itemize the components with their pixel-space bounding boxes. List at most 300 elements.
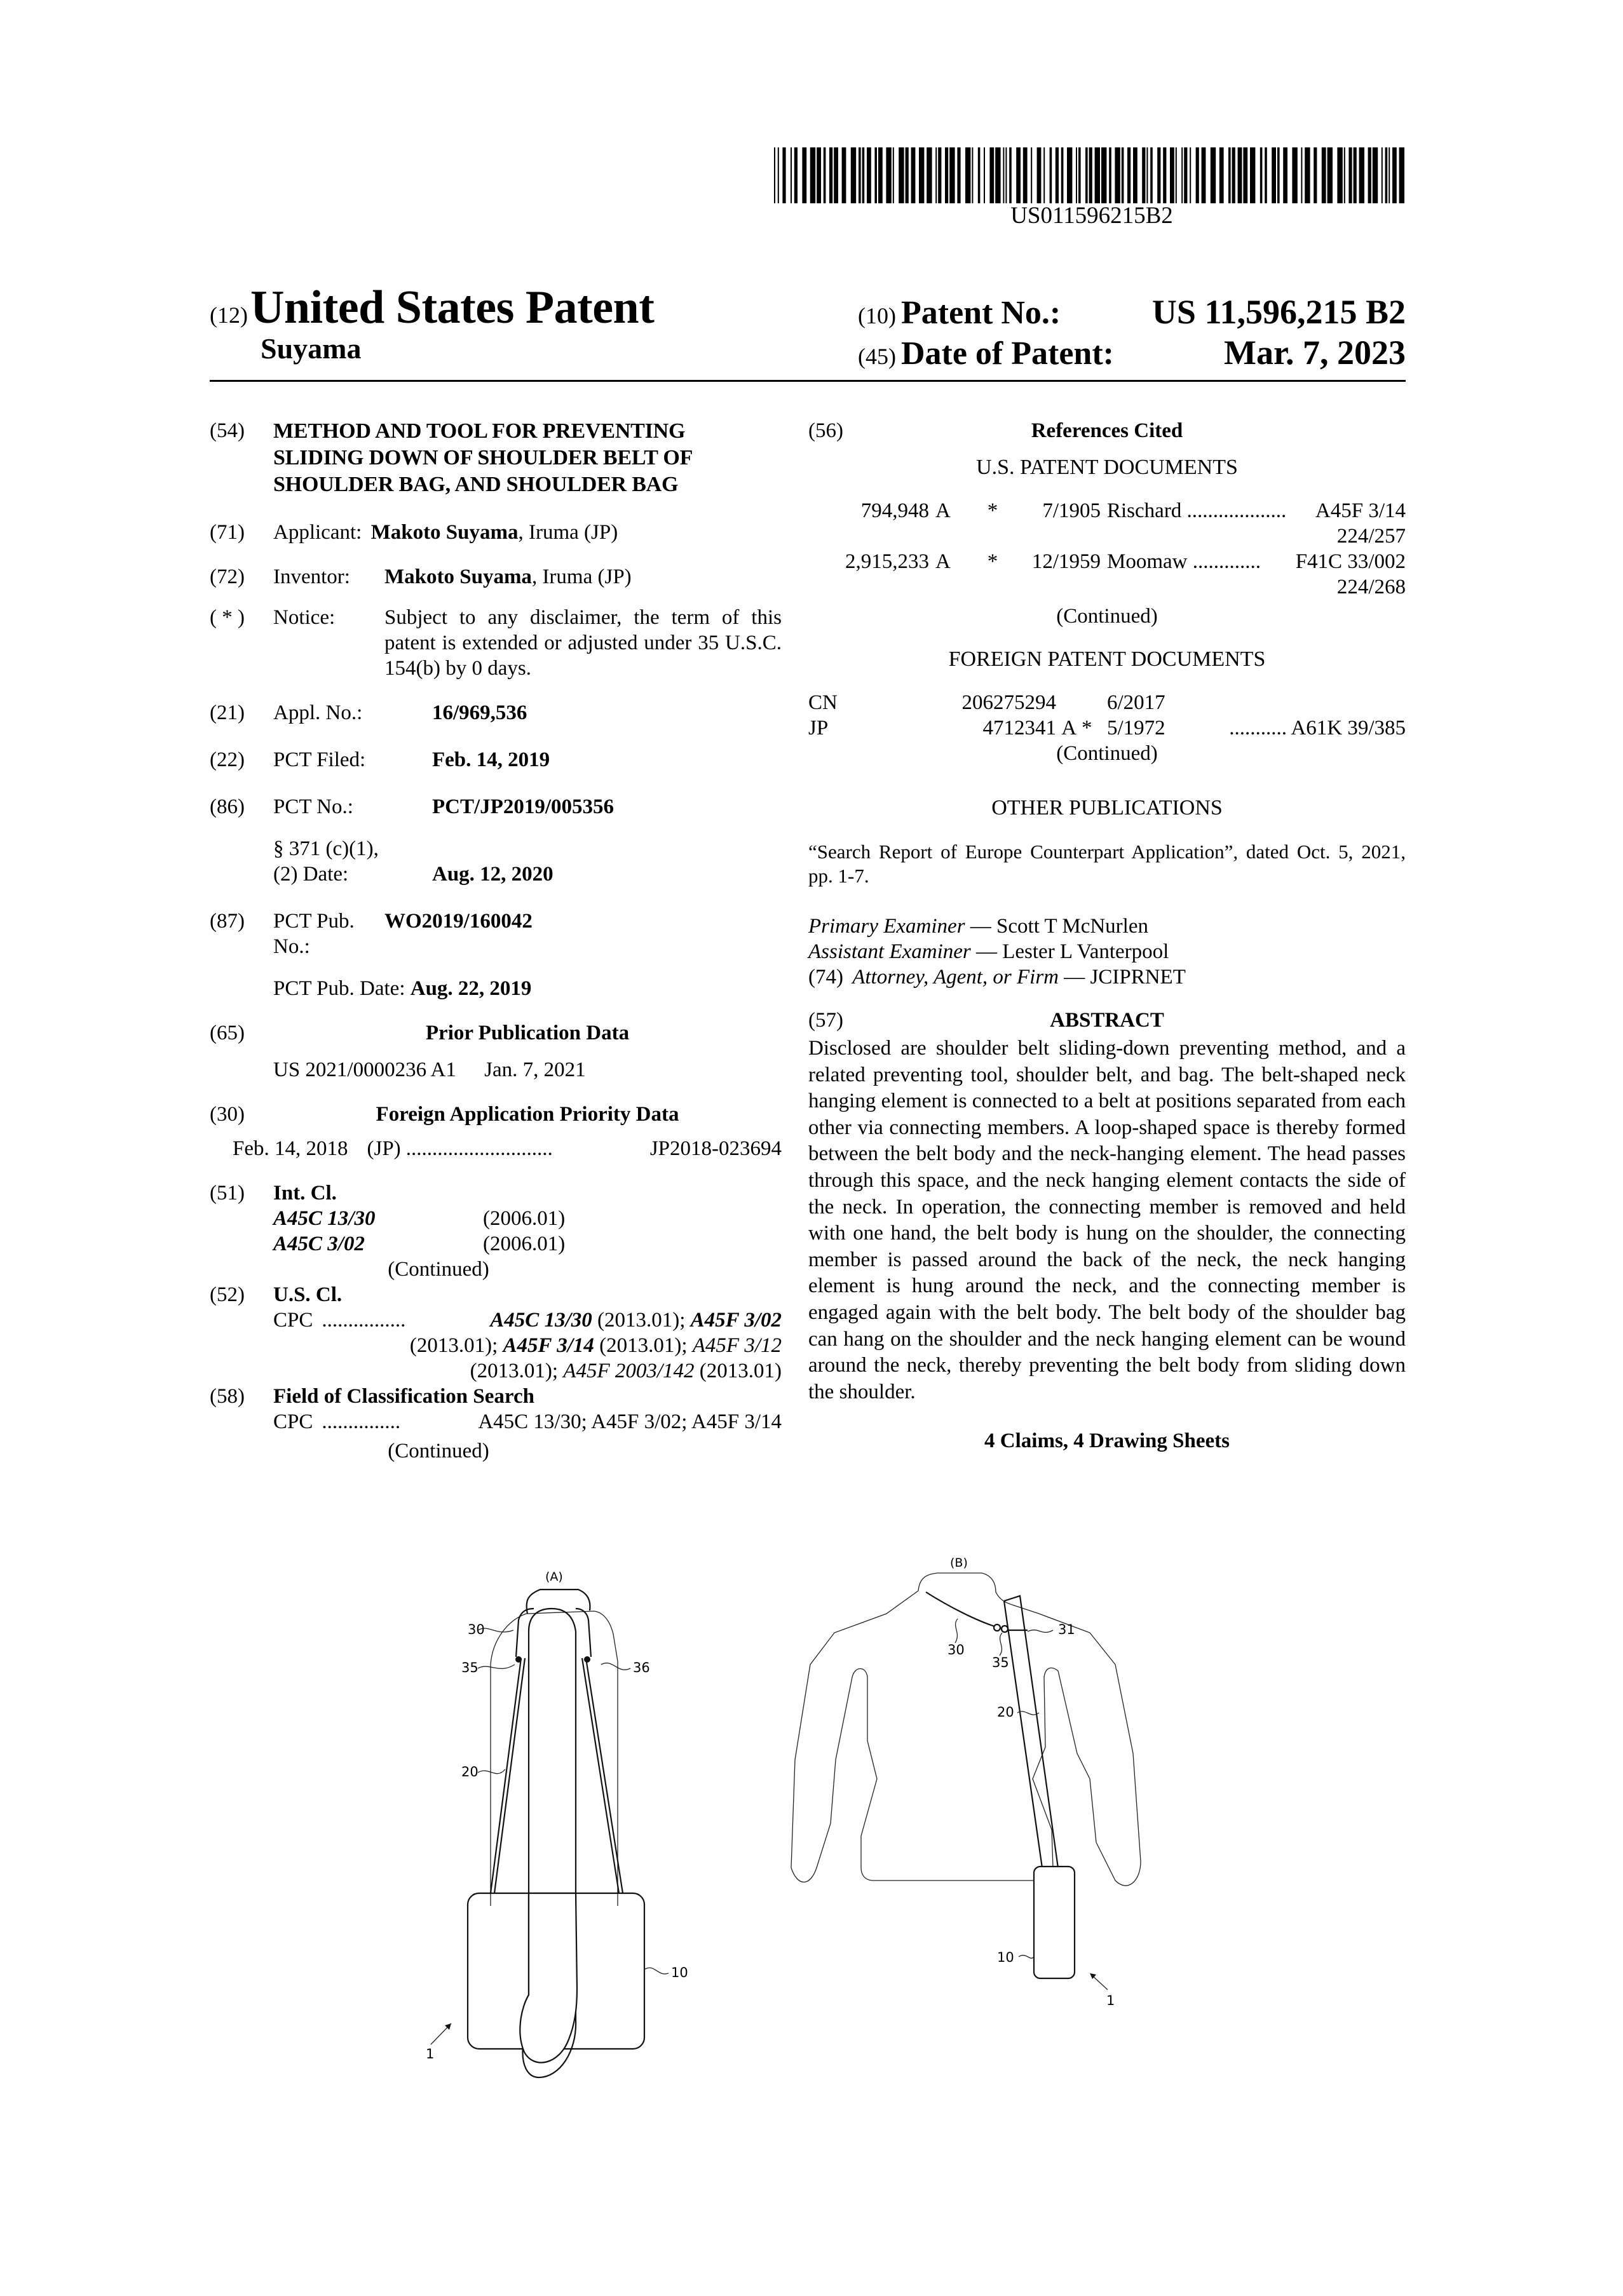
field-int-cl <box>210 1180 782 1282</box>
barcode-bar <box>1322 147 1326 203</box>
primary-examiner-label: Primary Examiner <box>808 915 965 938</box>
field-code: (52) <box>210 1283 245 1306</box>
reference-us-class: 224/257 <box>1336 525 1406 548</box>
barcode-bar <box>1127 147 1131 203</box>
barcode-bar <box>834 147 838 203</box>
foreign-priority-row <box>233 1136 782 1161</box>
pct-pub-no-label: PCT Pub. No.: <box>273 910 355 958</box>
torso-outline <box>491 1611 618 1906</box>
cpc-part: A45F 3/14 <box>503 1334 594 1357</box>
cpc-part: (2013.01) <box>694 1360 782 1382</box>
continued-note: (Continued) <box>388 1440 489 1462</box>
patent-number-row <box>858 292 1406 333</box>
ref-label-31: 31 <box>1058 1622 1075 1637</box>
us-patent-documents-heading: U.S. PATENT DOCUMENTS <box>976 456 1238 479</box>
connecting-member-35 <box>515 1656 522 1663</box>
document-title: United States Patent <box>250 281 655 334</box>
barcode-bar <box>1272 147 1276 203</box>
field-classification-search <box>210 1384 782 1464</box>
field-code: (54) <box>210 419 245 442</box>
field-code: (58) <box>210 1385 245 1408</box>
barcode-bar <box>878 147 883 203</box>
cpc-label: CPC <box>273 1309 313 1332</box>
shoulder-belt <box>582 1658 619 1893</box>
reference-date: 6/2017 <box>1107 691 1165 714</box>
barcode-bar <box>1238 147 1242 203</box>
barcode-bar <box>1232 147 1235 203</box>
header-divider <box>210 380 1406 382</box>
barcode-bar <box>1219 147 1224 203</box>
connecting-member-35 <box>994 1624 1000 1631</box>
barcode-bar <box>1142 147 1145 203</box>
barcode-bar <box>1314 147 1317 203</box>
foreign-reference-row <box>808 715 1406 741</box>
figure-b-drawing <box>759 1550 1217 2135</box>
reference-detail <box>1107 549 1406 574</box>
foreign-priority-date: Feb. 14, 2018 <box>233 1137 348 1160</box>
barcode-bar <box>935 147 937 203</box>
barcode-bar <box>867 147 871 203</box>
barcode-bar <box>927 147 932 203</box>
cpc-part: (2013.01); <box>409 1334 503 1357</box>
notice-text: Subject to any disclaimer, the term of this patent is extended or adjusted under 35 U.S.C. 154(b) by 0 days. <box>384 606 782 680</box>
reference-flag: * <box>1082 717 1092 739</box>
barcode-bar <box>978 147 981 203</box>
barcode-bar <box>893 147 894 203</box>
assistant-examiner-name: — Lester L Vanterpool <box>975 940 1169 963</box>
barcode-bar <box>1283 147 1287 203</box>
barcode-bar <box>1005 147 1007 203</box>
foreign-priority-heading: Foreign Application Priority Data <box>376 1103 679 1126</box>
leader-line <box>1019 1955 1034 1959</box>
foreign-patent-documents-list <box>808 690 1406 741</box>
inventor-name: Makoto Suyama <box>384 565 532 588</box>
reference-number: 206275294 <box>961 691 1056 714</box>
prior-publication-date: Jan. 7, 2021 <box>484 1058 586 1081</box>
field-code: (57) <box>808 1009 843 1032</box>
barcode-bar <box>1115 147 1120 203</box>
barcode-bar <box>1202 147 1206 203</box>
appl-no-value: 16/969,536 <box>432 701 527 724</box>
field-us-cl <box>210 1282 782 1384</box>
barcode-bar <box>1163 147 1166 203</box>
field-code: ( * ) <box>210 606 245 629</box>
reference-number: 2,915,233 <box>845 550 929 573</box>
pct-pub-no-value: WO2019/160042 <box>384 910 533 933</box>
barcode-bar <box>859 147 861 203</box>
barcode-bar <box>1211 147 1216 203</box>
barcode-bar <box>945 147 948 203</box>
reference-inventor: Rischard ................... <box>1107 499 1287 522</box>
other-publication-entry: “Search Report of Europe Counterpart Application”, dated Oct. 5, 2021, pp. 1-7. <box>808 841 1406 887</box>
barcode-bar <box>957 147 960 203</box>
neck-hanging-element <box>516 1609 534 1657</box>
pct-pub-date-label: PCT Pub. Date: <box>273 977 405 1000</box>
barcode-bar <box>899 147 904 203</box>
us-cl-line <box>490 1307 782 1333</box>
ref-label-20: 20 <box>461 1764 479 1779</box>
barcode-bar <box>1061 147 1064 203</box>
ref-label-1: 1 <box>426 2046 435 2062</box>
section-371-label: § 371 (c)(1), <box>273 837 379 860</box>
reference-inventor: Moomaw ............. <box>1107 550 1261 573</box>
reference-class: A45F 3/14 <box>1315 499 1406 522</box>
reference-kind <box>1056 690 1082 715</box>
patent-identifiers <box>858 292 1406 374</box>
barcode-bar <box>1359 147 1364 203</box>
barcode-bar <box>824 147 826 203</box>
patent-number: US 11,596,215 B2 <box>1151 293 1406 331</box>
barcode-bar <box>984 147 985 203</box>
reference-class <box>1190 690 1406 715</box>
barcode-bar <box>1076 147 1077 203</box>
bibliographic-column-right <box>808 418 1406 1454</box>
reference-number: 794,948 <box>860 499 929 522</box>
barcode-bar <box>886 147 891 203</box>
barcode-bar <box>1056 147 1059 203</box>
barcode-bar <box>1328 147 1333 203</box>
field-title <box>210 418 782 498</box>
barcode-bar <box>1292 147 1297 203</box>
barcode-bar <box>995 147 1000 203</box>
leader-line <box>478 1665 515 1668</box>
patent-date-label: Date of Patent: <box>900 335 1114 372</box>
reference-country: JP <box>808 717 829 739</box>
field-code: (71) <box>210 521 245 544</box>
primary-examiner <box>808 914 1406 939</box>
shoulder-belt <box>494 1658 525 1893</box>
barcode-bar <box>1368 147 1371 203</box>
barcode-bar <box>851 147 856 203</box>
us-reference-row <box>808 498 1406 523</box>
leader-line <box>601 1663 630 1670</box>
barcode-bar <box>842 147 846 203</box>
field-code: (51) <box>210 1182 245 1205</box>
barcode-bar <box>1250 147 1255 203</box>
references-heading: References Cited <box>1031 419 1183 442</box>
ref-label-10: 10 <box>997 1950 1014 1965</box>
barcode-bar <box>862 147 865 203</box>
cpc-part: A45F 2003/142 <box>563 1360 695 1382</box>
figure-label: (A) <box>545 1570 563 1584</box>
field-foreign-priority <box>210 1102 782 1127</box>
reference-class: F41C 33/002 <box>1295 550 1406 573</box>
barcode-bar <box>810 147 815 203</box>
barcode-bar <box>1095 147 1100 203</box>
pct-no-value: PCT/JP2019/005356 <box>432 795 614 818</box>
leader-dots: ................ <box>322 1309 406 1332</box>
field-appl-no <box>210 700 782 726</box>
barcode-bar <box>1260 147 1263 203</box>
field-code: (56) <box>808 419 843 442</box>
section-371-date-value: Aug. 12, 2020 <box>432 863 553 886</box>
barcode-bar <box>1122 147 1124 203</box>
barcode-bar <box>965 147 970 203</box>
leader-line <box>478 1769 505 1774</box>
foreign-priority-country: (JP) <box>367 1137 401 1160</box>
inventor-label: Inventor: <box>273 565 350 588</box>
barcode-number: US011596215B2 <box>1010 203 1173 229</box>
field-code: (30) <box>210 1103 245 1126</box>
barcode-bar <box>1078 147 1081 203</box>
barcode-bar <box>1196 147 1199 203</box>
barcode-bar <box>1150 147 1153 203</box>
barcode-bar <box>774 147 775 203</box>
continued-note: (Continued) <box>388 1258 489 1281</box>
foreign-priority-number: JP2018-023694 <box>649 1137 782 1160</box>
abstract-header <box>808 1008 1406 1033</box>
prior-publication-number: US 2021/0000236 A1 <box>273 1058 456 1081</box>
references-header <box>808 418 1406 443</box>
abstract-heading: ABSTRACT <box>1050 1009 1164 1032</box>
barcode-bar <box>1050 147 1052 203</box>
reference-date: 7/1905 <box>1042 499 1101 522</box>
cpc-part: (2013.01); <box>594 1334 693 1357</box>
leader-dots: ............... <box>322 1410 401 1433</box>
ref-label-30: 30 <box>468 1622 485 1637</box>
int-cl-heading: Int. Cl. <box>273 1182 337 1205</box>
figure-label: (B) <box>950 1556 968 1570</box>
barcode-bar <box>911 147 916 203</box>
field-code: (87) <box>210 910 245 933</box>
barcode-bar <box>1228 147 1231 203</box>
barcode-bar <box>817 147 821 203</box>
ref-label-35: 35 <box>992 1655 1009 1670</box>
shoulder-belt <box>491 1658 521 1893</box>
us-cl-cpc <box>273 1307 782 1384</box>
reference-date: 12/1959 <box>1031 550 1101 573</box>
shoulder-belt <box>1004 1596 1058 1868</box>
reference-us-class: 224/268 <box>1336 576 1406 598</box>
bibliographic-column-left <box>210 418 782 1464</box>
applicant-name: Makoto Suyama <box>370 521 519 544</box>
barcode-bar <box>1101 147 1106 203</box>
barcode-bar <box>1337 147 1342 203</box>
bag-body <box>1034 1867 1075 1978</box>
leader-line <box>955 1619 958 1643</box>
ref-label-1: 1 <box>1106 1993 1115 2008</box>
invention-title-line: SHOULDER BAG, AND SHOULDER BAG <box>273 473 679 496</box>
barcode-bar <box>1009 147 1012 203</box>
int-cl-version: (2006.01) <box>483 1232 566 1255</box>
ref-label-10: 10 <box>671 1965 688 1980</box>
document-type-header <box>210 281 654 335</box>
ref-label-30: 30 <box>947 1642 965 1658</box>
reference-number: 4712341 <box>982 717 1056 739</box>
barcode-bar <box>919 147 924 203</box>
barcode-bar <box>1003 147 1004 203</box>
int-cl-class: A45C 3/02 <box>273 1232 365 1255</box>
continued-note: (Continued) <box>1056 605 1158 628</box>
barcode-bar <box>802 147 806 203</box>
appl-no-label: Appl. No.: <box>273 701 363 724</box>
abstract-text: Disclosed are shoulder belt sliding-down preventing method, and a related preventing tool, shoulder belt, and bag. The belt-shaped neck hanging element is connected to a belt at positions separated from each other via connecting members. A loop-shaped space is thereby formed between the belt body and the neck-hanging element. The head passes through this space, and the neck hanging element contacts the side of the neck. In operation, the connecting member is removed and held with one hand, the belt body is hung on the shoulder, the connecting member is passed around the back of the neck, the neck hanging element is hung around the neck, and the connecting member is engaged again with the belt body. The belt body of the shoulder bag can hang on the shoulder and the neck hanging element can be wound around the neck, thereby preventing the belt body from sliding down the shoulder. <box>808 1037 1406 1403</box>
barcode-bar <box>1265 147 1267 203</box>
barcode-bar <box>1399 147 1404 203</box>
field-code: (22) <box>210 748 245 771</box>
barcode-bar <box>1023 147 1028 203</box>
barcode-bar <box>1089 147 1092 203</box>
us-cl-heading: U.S. Cl. <box>273 1283 343 1306</box>
inventor-surname: Suyama <box>261 332 362 365</box>
barcode-bar <box>1184 147 1187 203</box>
reference-country: CN <box>808 691 838 714</box>
field-pct-no <box>210 794 782 887</box>
cpc-part: (2013.01); <box>470 1360 564 1382</box>
patent-date-code: (45) <box>858 344 896 369</box>
cpc-part: (2013.01); <box>592 1309 691 1332</box>
reference-kind: A <box>935 499 951 522</box>
continued-note: (Continued) <box>1056 742 1158 765</box>
body-outline <box>791 1573 1141 1886</box>
applicant-label: Applicant: <box>273 521 362 544</box>
reference-detail <box>1107 498 1406 523</box>
us-patent-documents-list <box>808 498 1406 600</box>
classification-search-heading: Field of Classification Search <box>273 1385 534 1408</box>
patent-date: Mar. 7, 2023 <box>1224 334 1406 372</box>
barcode-bar <box>1146 147 1148 203</box>
patent-number-label: Patent No.: <box>900 295 1061 331</box>
barcode-bar <box>1181 147 1183 203</box>
applicant-location: , Iruma (JP) <box>518 521 618 544</box>
int-cl-item <box>273 1206 782 1231</box>
barcode-bar <box>1109 147 1111 203</box>
barcode-bar <box>1392 147 1397 203</box>
assistant-examiner <box>808 939 1406 964</box>
field-pct-pub <box>210 908 782 1001</box>
barcode-bar <box>1085 147 1088 203</box>
primary-examiner-name: — Scott T McNurlen <box>970 915 1148 938</box>
barcode-bar <box>1190 147 1191 203</box>
ref-label-36: 36 <box>633 1660 650 1675</box>
patent-number-code: (10) <box>858 303 896 328</box>
barcode-bar <box>1043 147 1045 203</box>
reference-kind: A <box>935 550 951 573</box>
cpc-part: A45F 3/12 <box>692 1334 782 1357</box>
field-applicant <box>210 520 782 545</box>
hand-over-bag <box>520 1893 577 2063</box>
barcode-bar <box>1385 147 1388 203</box>
neck-hanging-element <box>576 1609 591 1657</box>
field-code: (72) <box>210 565 245 588</box>
pct-no-label: PCT No.: <box>273 795 353 818</box>
barcode-bar <box>1133 147 1137 203</box>
reference-flag: * <box>987 499 998 522</box>
inventor-location: , Iruma (JP) <box>531 565 632 588</box>
classification-search-value: A45C 13/30; A45F 3/02; A45F 3/14 <box>478 1410 782 1433</box>
barcode-bar <box>1354 147 1357 203</box>
int-cl-item <box>273 1231 782 1257</box>
barcode-bar <box>1305 147 1310 203</box>
ref-label-35: 35 <box>461 1660 479 1675</box>
barcode-bar <box>1157 147 1160 203</box>
cpc-part: A45F 3/02 <box>690 1309 782 1332</box>
field-prior-publication <box>210 1020 782 1083</box>
field-code: (21) <box>210 701 245 724</box>
barcode-bar <box>1389 147 1390 203</box>
prior-publication-heading: Prior Publication Data <box>425 1022 630 1044</box>
pct-filed-value: Feb. 14, 2019 <box>432 748 550 771</box>
barcode-bar <box>938 147 941 203</box>
barcode-bar <box>782 147 785 203</box>
barcode-bar <box>1067 147 1072 203</box>
field-code: (86) <box>210 795 245 818</box>
leader-line <box>1000 1633 1002 1656</box>
field-pct-filed <box>210 747 782 773</box>
us-cl-line <box>273 1333 782 1358</box>
notice-label: Notice: <box>273 606 336 629</box>
invention-title-line: SLIDING DOWN OF SHOULDER BELT OF <box>273 446 693 469</box>
section-371-date-label: (2) Date: <box>273 863 349 886</box>
foreign-reference-row <box>808 690 1406 715</box>
kind-code: (12) <box>210 302 248 328</box>
barcode-bar <box>778 147 779 203</box>
int-cl-version: (2006.01) <box>483 1207 566 1230</box>
shoulder-belt <box>586 1658 623 1893</box>
assistant-examiner-label: Assistant Examiner <box>808 940 971 963</box>
pct-filed-label: PCT Filed: <box>273 748 366 771</box>
cpc-part: A45C 13/30 <box>490 1309 592 1332</box>
reference-kind: A <box>1056 717 1077 739</box>
reference-date: 5/1972 <box>1107 717 1165 739</box>
barcode-bar <box>829 147 832 203</box>
barcode <box>774 147 1409 203</box>
invention-title-line: METHOD AND TOOL FOR PREVENTING <box>273 419 686 443</box>
connecting-member-35 <box>1002 1626 1008 1632</box>
barcode-bar <box>1344 147 1345 203</box>
barcode-bar <box>1301 147 1302 203</box>
barcode-bar <box>874 147 877 203</box>
claims-summary: 4 Claims, 4 Drawing Sheets <box>984 1429 1230 1453</box>
field-code: (65) <box>210 1022 245 1044</box>
reference-class: ........... A61K 39/385 <box>1229 717 1406 739</box>
barcode-bar <box>1382 147 1383 203</box>
us-reference-row <box>808 549 1406 574</box>
us-cl-line <box>273 1358 782 1384</box>
field-notice <box>210 605 782 681</box>
barcode-bar <box>949 147 954 203</box>
int-cl-class: A45C 13/30 <box>273 1207 376 1230</box>
field-inventor <box>210 564 782 590</box>
barcode-bar <box>1243 147 1247 203</box>
foreign-patent-documents-heading: FOREIGN PATENT DOCUMENTS <box>948 647 1266 671</box>
attorney <box>808 964 1406 990</box>
patent-date-row <box>858 333 1406 374</box>
barcode-bar <box>1176 147 1177 203</box>
leader-line <box>644 1968 669 1974</box>
barcode-bar <box>1170 147 1174 203</box>
barcode-bar <box>1037 147 1042 203</box>
neck-hanging-element <box>926 1592 995 1626</box>
ref-label-20: 20 <box>997 1705 1014 1720</box>
barcode-bar <box>1016 147 1021 203</box>
cpc-label: CPC <box>273 1410 313 1433</box>
barcode-bar <box>972 147 973 203</box>
attorney-label: Attorney, Agent, or Firm <box>852 966 1059 989</box>
barcode-bar <box>989 147 994 203</box>
leader-dots: ............................ <box>405 1137 553 1160</box>
barcode-bar <box>1277 147 1280 203</box>
invention-title <box>273 418 782 498</box>
pct-pub-date-value: Aug. 22, 2019 <box>410 977 532 1000</box>
connecting-member-36 <box>584 1656 590 1663</box>
barcode-bar <box>1031 147 1032 203</box>
barcode-bar <box>794 147 798 203</box>
field-code: (74) <box>808 966 843 989</box>
other-publications-heading: OTHER PUBLICATIONS <box>991 796 1223 820</box>
shoulder-belt <box>1004 1601 1042 1868</box>
barcode-bar <box>791 147 792 203</box>
